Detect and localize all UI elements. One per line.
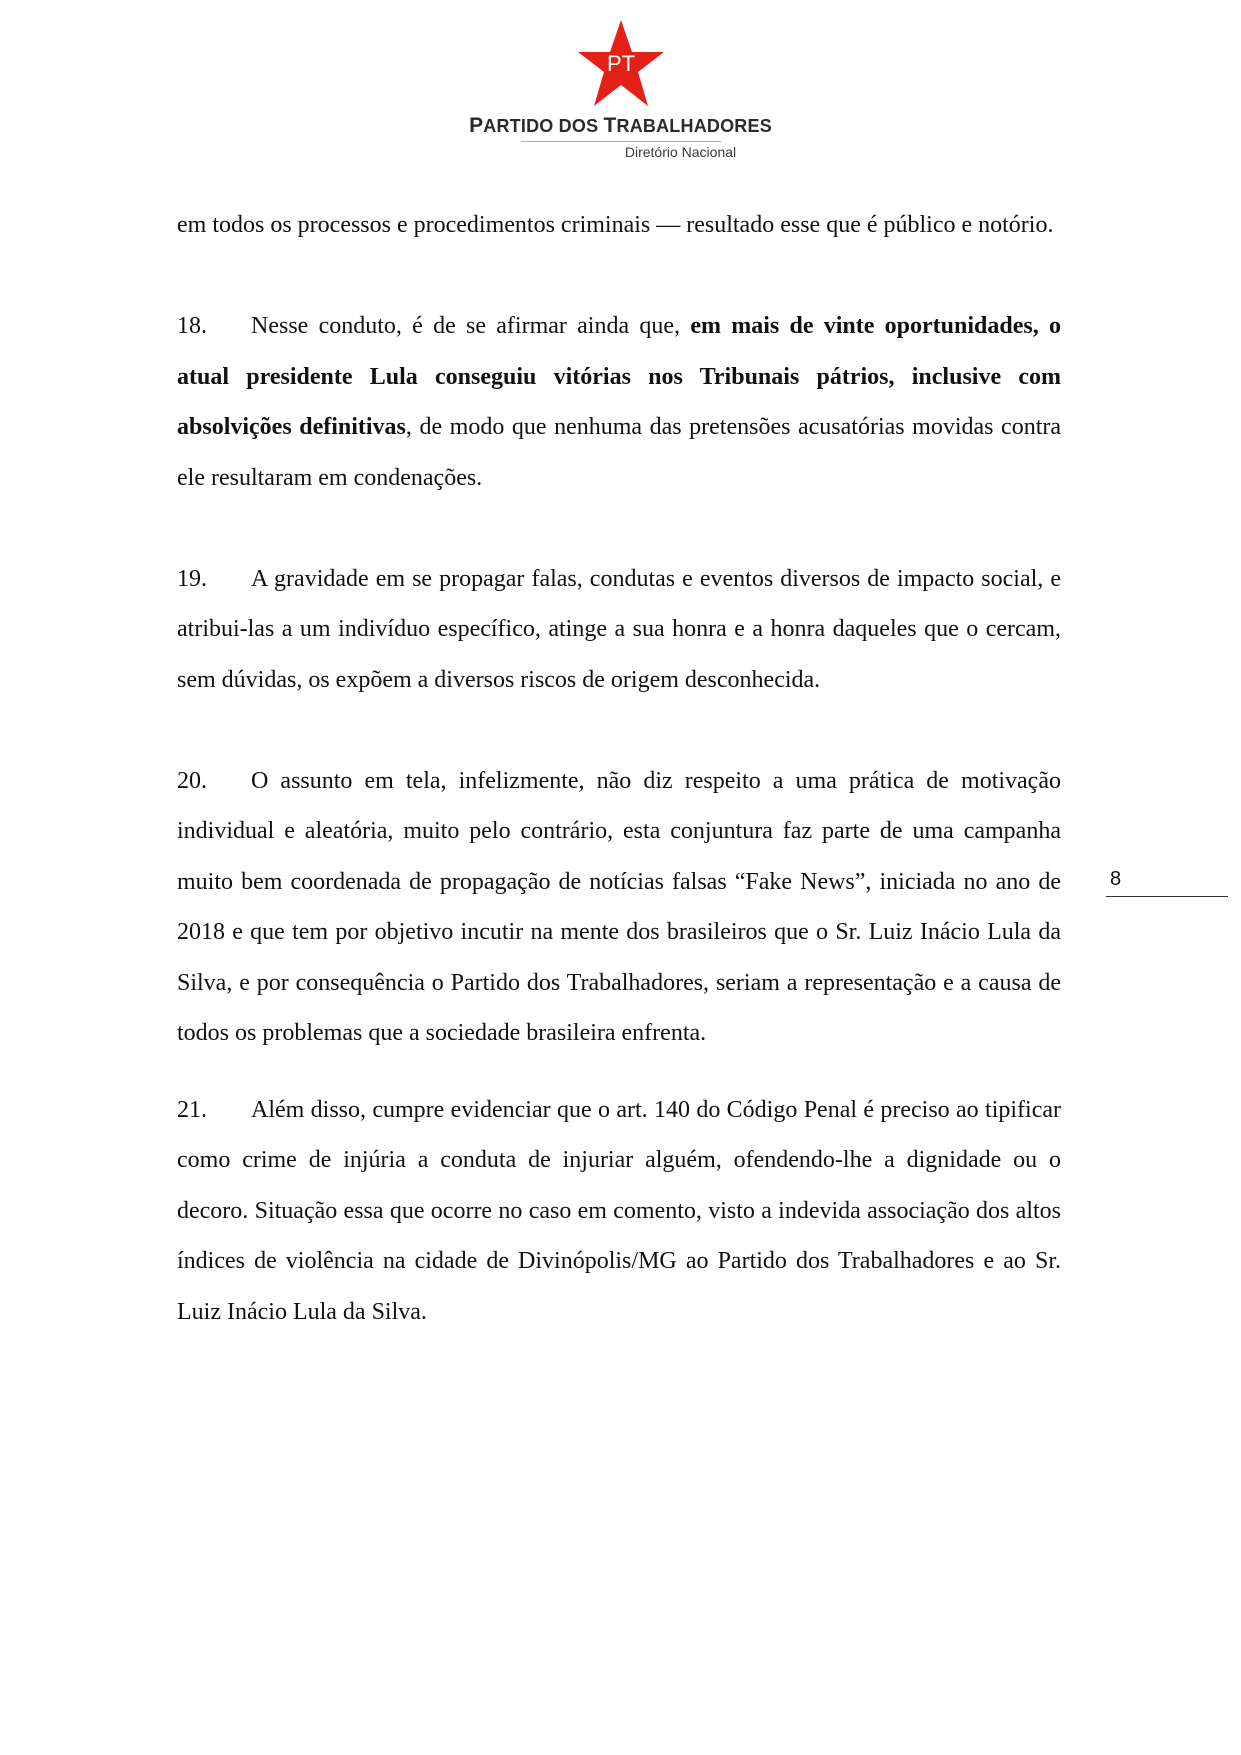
paragraph-17-tail: em todos os processos e procedimentos criminais — resultado esse que é público e notório.: [177, 212, 1054, 238]
page-number: 8: [1106, 868, 1228, 897]
paragraph-number: 20.: [177, 767, 207, 794]
paragraph-text: Nesse conduto, é de se afirmar ainda que,: [251, 313, 691, 339]
paragraph-20: [177, 756, 1061, 1059]
org-name-initial-1: P: [469, 114, 484, 137]
paragraph-19: [177, 554, 1061, 706]
organization-name: [0, 114, 1241, 138]
logo-text: PT: [606, 51, 635, 76]
paragraph-number: 21.: [177, 1096, 207, 1123]
letterhead-divider: [521, 141, 721, 142]
paragraph-text: A gravidade em se propagar falas, condutas e eventos diversos de impacto social, e atribui-las a um indivíduo específico, atinge a sua honra e a honra daqueles que o cercam, sem dúvidas, os expõem a diversos riscos de origem desconhecida.: [177, 565, 1061, 693]
paragraph-number: 18.: [177, 313, 207, 339]
paragraph-text: , de modo que nenhuma das pretensões acusatórias movidas contra ele resultaram em condenações.: [177, 414, 1062, 491]
org-name-initial-2: T: [603, 114, 617, 137]
paragraph-bold-text: em mais de vinte oportunidades, o atual presidente Lula conseguiu vitórias nos Tribunais pátrios, inclusive com absolvições definitivas: [177, 313, 1061, 440]
paragraph-21: [177, 1085, 1061, 1338]
pt-star-logo: [576, 18, 666, 110]
letterhead: [0, 18, 1241, 160]
org-name-part-2: RABALHADORES: [616, 116, 772, 136]
paragraph-text: Além disso, cumpre evidenciar que o art. 140 do Código Penal é preciso ao tipificar como crime de injúria a conduta de injuriar alguém, ofendendo-lhe a dignidade ou o decoro. Situação essa que ocorre no caso em comento, visto a indevida associação dos altos índices de violência na cidade de Divinópolis/MG ao Partido dos Trabalhadores e ao Sr. Luiz Inácio Lula da Silva.: [177, 1096, 1061, 1325]
paragraph-text: O assunto em tela, infelizmente, não diz respeito a uma prática de motivação individual e aleatória, muito pelo contrário, esta conjuntura faz parte de uma campanha muito bem coordenada de propagação de notícias falsas “Fake News”, iniciada no ano de 2018 e que tem por objetivo incutir na mente dos brasileiros que o Sr. Luiz Inácio Lula da Silva, e por consequência o Partido dos Trabalhadores, seriam a representação e a causa de todos os problemas que a sociedade brasileira enfrenta.: [177, 767, 1061, 1046]
paragraph-18: [177, 301, 1061, 503]
organization-subtitle: Diretório Nacional: [624, 144, 737, 160]
org-name-part-1: ARTIDO DOS: [483, 116, 604, 136]
paragraph-number: 19.: [177, 565, 207, 592]
document-body: [177, 200, 1061, 1337]
